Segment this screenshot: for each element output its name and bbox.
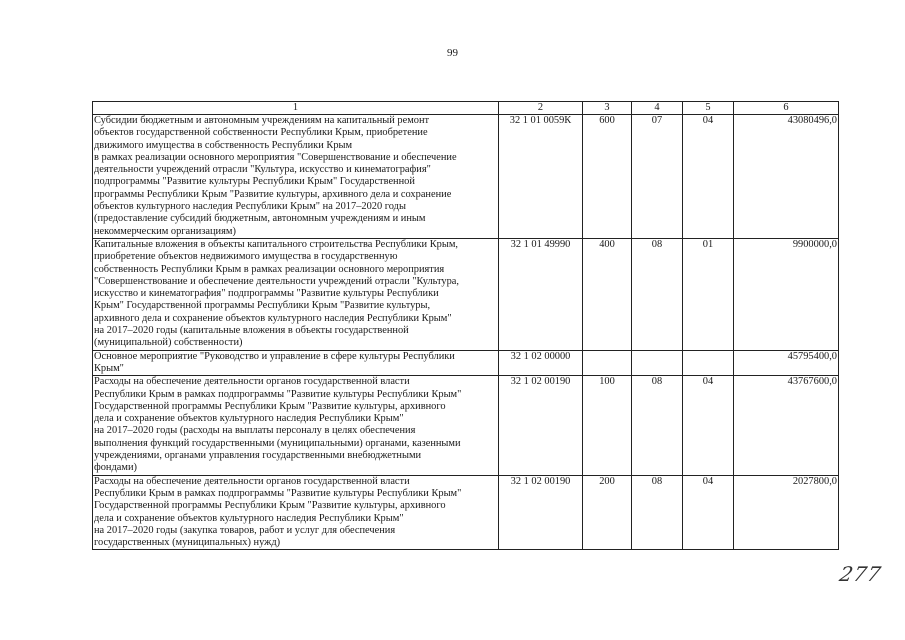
row-description: Основное мероприятие "Руководство и управление в сфере культуры Республики Крым": [93, 350, 499, 376]
row-section: [632, 350, 683, 376]
row-subsection: 04: [683, 115, 734, 239]
row-section: 08: [632, 475, 683, 550]
row-subsection: 04: [683, 475, 734, 550]
table-row: [93, 475, 839, 550]
row-amount: 43767600,0: [734, 376, 839, 475]
row-description: Субсидии бюджетным и автономным учреждениям на капитальный ремонт объектов государственной собственности Республики Крым, приобретение движимого имущества в собственность Республики Крым в рамках реализации основного мероприятия "Совершенствование и обеспечение деятельности учреждений отрасли "Культура, искусство и кинематография" подпрограммы "Развитие культуры Республики Крым" Государственной программы Республики Крым "Развитие культуры, архивного дела и сохранение объектов культурного наследия Республики Крым" на 2017–2020 годы (предоставление субсидий бюджетным, автономным учреждениям и иным некоммерческим организациям): [93, 115, 499, 239]
row-budget-code: 32 1 02 00190: [499, 475, 583, 550]
row-amount: 45795400,0: [734, 350, 839, 376]
row-section: 07: [632, 115, 683, 239]
column-header: 6: [734, 102, 839, 115]
row-budget-code: 32 1 02 00190: [499, 376, 583, 475]
table-row: [93, 238, 839, 350]
row-expense-type: 400: [583, 238, 632, 350]
table-row: [93, 376, 839, 475]
row-budget-code: 32 1 01 49990: [499, 238, 583, 350]
budget-table: [92, 101, 839, 550]
column-header: 3: [583, 102, 632, 115]
row-section: 08: [632, 238, 683, 350]
row-amount: 43080496,0: [734, 115, 839, 239]
row-expense-type: 200: [583, 475, 632, 550]
row-description: Расходы на обеспечение деятельности органов государственной власти Республики Крым в рамках подпрограммы "Развитие культуры Республики Крым" Государственной программы Республики Крым "Развитие культуры, архивного дела и сохранение объектов культурного наследия Республики Крым" на 2017–2020 годы (расходы на выплаты персоналу в целях обеспечения выполнения функций государственными (муниципальными) органами, казенными учреждениями, органами управления государственными внебюджетными фондами): [93, 376, 499, 475]
column-header: 5: [683, 102, 734, 115]
row-budget-code: 32 1 01 0059К: [499, 115, 583, 239]
row-amount: 2027800,0: [734, 475, 839, 550]
row-description: Капитальные вложения в объекты капитального строительства Республики Крым, приобретение объектов недвижимого имущества в государственную собственность Республики Крым в рамках реализации основного мероприятия "Совершенствование и обеспечение деятельности учреждений отрасли "Культура, искусство и кинематография" подпрограммы "Развитие культуры Республики Крым" Государственной программы Республики Крым "Развитие культуры, архивного дела и сохранение объектов культурного наследия Республики Крым" на 2017–2020 годы (капитальные вложения в объекты государственной (муниципальной) собственности): [93, 238, 499, 350]
table-row: [93, 115, 839, 239]
row-subsection: [683, 350, 734, 376]
row-expense-type: 600: [583, 115, 632, 239]
handwritten-page-mark: 277: [837, 562, 884, 586]
column-header: 1: [93, 102, 499, 115]
row-subsection: 04: [683, 376, 734, 475]
row-amount: 9900000,0: [734, 238, 839, 350]
row-description: Расходы на обеспечение деятельности органов государственной власти Республики Крым в рамках подпрограммы "Развитие культуры Республики Крым" Государственной программы Республики Крым "Развитие культуры, архивного дела и сохранение объектов культурного наследия Республики Крым" на 2017–2020 годы (закупка товаров, работ и услуг для обеспечения государственных (муниципальных) нужд): [93, 475, 499, 550]
page-number: 99: [447, 47, 458, 59]
column-header: 2: [499, 102, 583, 115]
table-row: [93, 350, 839, 376]
table-header-row: [93, 102, 839, 115]
row-expense-type: [583, 350, 632, 376]
row-expense-type: 100: [583, 376, 632, 475]
row-subsection: 01: [683, 238, 734, 350]
row-section: 08: [632, 376, 683, 475]
row-budget-code: 32 1 02 00000: [499, 350, 583, 376]
column-header: 4: [632, 102, 683, 115]
